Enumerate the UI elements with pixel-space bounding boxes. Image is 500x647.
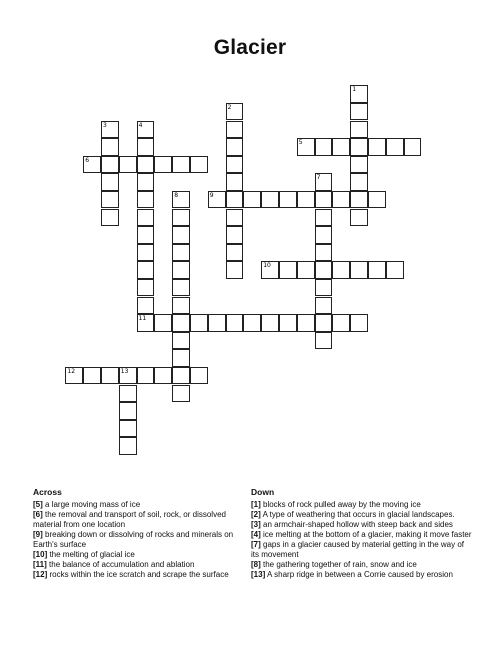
clue-item bbox=[251, 500, 473, 510]
grid-cell[interactable] bbox=[386, 261, 404, 279]
grid-cell[interactable] bbox=[350, 103, 368, 121]
clue-item bbox=[33, 510, 248, 530]
clue-text: the balance of accumulation and ablation bbox=[46, 560, 195, 569]
grid-cell[interactable] bbox=[190, 367, 208, 385]
clue-number-label: [12] bbox=[33, 570, 48, 579]
grid-cell[interactable] bbox=[119, 156, 137, 174]
clue-item bbox=[251, 560, 473, 570]
grid-cell[interactable] bbox=[297, 261, 315, 279]
grid-cell[interactable] bbox=[279, 314, 297, 332]
grid-cell[interactable] bbox=[350, 138, 368, 156]
grid-cell[interactable] bbox=[350, 314, 368, 332]
grid-cell[interactable] bbox=[315, 226, 333, 244]
down-heading: Down bbox=[251, 487, 275, 497]
grid-cell[interactable] bbox=[350, 121, 368, 139]
grid-cell[interactable] bbox=[226, 209, 244, 227]
grid-cell[interactable] bbox=[261, 191, 279, 209]
clue-number-label: [8] bbox=[251, 560, 261, 569]
clue-item bbox=[251, 520, 473, 530]
grid-cell[interactable] bbox=[172, 314, 190, 332]
grid-cell[interactable] bbox=[404, 138, 422, 156]
grid-cell[interactable] bbox=[368, 191, 386, 209]
grid-cell[interactable] bbox=[297, 314, 315, 332]
across-clue-list bbox=[33, 500, 248, 580]
grid-cell[interactable] bbox=[137, 226, 155, 244]
grid-cell[interactable] bbox=[315, 173, 333, 191]
clue-number-label: [5] bbox=[33, 500, 43, 509]
clue-item bbox=[251, 530, 473, 540]
clue-number: 7 bbox=[316, 174, 321, 182]
grid-cell[interactable] bbox=[101, 367, 119, 385]
grid-cell[interactable] bbox=[261, 314, 279, 332]
grid-cell[interactable] bbox=[154, 314, 172, 332]
clue-number: 1 bbox=[352, 86, 357, 94]
grid-cell[interactable] bbox=[137, 297, 155, 315]
clue-number: 4 bbox=[138, 121, 143, 129]
grid-cell[interactable] bbox=[368, 261, 386, 279]
grid-cell[interactable] bbox=[297, 191, 315, 209]
grid-cell[interactable] bbox=[119, 385, 137, 403]
grid-cell[interactable] bbox=[172, 279, 190, 297]
grid-cell[interactable] bbox=[350, 85, 368, 103]
grid-cell[interactable] bbox=[315, 191, 333, 209]
grid-cell[interactable] bbox=[226, 244, 244, 262]
clue-number: 6 bbox=[85, 156, 90, 164]
grid-cell[interactable] bbox=[226, 314, 244, 332]
grid-cell[interactable] bbox=[101, 138, 119, 156]
clue-number-label: [7] bbox=[251, 540, 261, 549]
grid-cell[interactable] bbox=[101, 173, 119, 191]
clue-number: 12 bbox=[67, 367, 76, 375]
clue-item bbox=[33, 550, 248, 560]
grid-cell[interactable] bbox=[208, 314, 226, 332]
clue-text: A type of weathering that occurs in glacial landscapes. bbox=[260, 510, 455, 519]
clue-number: 5 bbox=[298, 139, 303, 147]
down-clue-list bbox=[251, 500, 473, 580]
grid-cell[interactable] bbox=[172, 209, 190, 227]
grid-cell[interactable] bbox=[315, 244, 333, 262]
grid-cell[interactable] bbox=[350, 173, 368, 191]
across-clues bbox=[33, 487, 248, 580]
grid-cell[interactable] bbox=[332, 261, 350, 279]
grid-cell[interactable] bbox=[137, 279, 155, 297]
clue-number-label: [3] bbox=[251, 520, 261, 529]
grid-cell[interactable] bbox=[315, 209, 333, 227]
grid-cell[interactable] bbox=[172, 226, 190, 244]
grid-cell[interactable] bbox=[226, 173, 244, 191]
clue-item bbox=[33, 500, 248, 510]
grid-cell[interactable] bbox=[190, 314, 208, 332]
grid-cell[interactable] bbox=[172, 349, 190, 367]
grid-cell[interactable] bbox=[119, 420, 137, 438]
clue-item bbox=[33, 560, 248, 570]
clue-text: a large moving mass of ice bbox=[42, 500, 141, 509]
grid-cell[interactable] bbox=[261, 261, 279, 279]
grid-cell[interactable] bbox=[137, 367, 155, 385]
grid-cell[interactable] bbox=[137, 209, 155, 227]
grid-cell[interactable] bbox=[137, 156, 155, 174]
clue-text: blocks of rock pulled away by the moving ice bbox=[260, 500, 421, 509]
grid-cell[interactable] bbox=[315, 279, 333, 297]
grid-cell[interactable] bbox=[119, 402, 137, 420]
grid-cell[interactable] bbox=[315, 332, 333, 350]
grid-cell[interactable] bbox=[101, 209, 119, 227]
clue-item bbox=[251, 510, 473, 520]
clue-text: gaps in a glacier caused by material getting in the way of its movement bbox=[251, 540, 465, 559]
clue-text: rocks within the ice scratch and scrape the surface bbox=[47, 570, 229, 579]
clue-text: the gathering together of rain, snow and ice bbox=[260, 560, 417, 569]
grid-cell[interactable] bbox=[279, 191, 297, 209]
clue-number: 13 bbox=[120, 367, 129, 375]
grid-cell[interactable] bbox=[226, 121, 244, 139]
clue-number: 2 bbox=[227, 103, 232, 111]
clue-text: ice melting at the bottom of a glacier, making it move faster bbox=[260, 530, 472, 539]
grid-cell[interactable] bbox=[154, 156, 172, 174]
clue-text: an armchair-shaped hollow with steep back and sides bbox=[260, 520, 453, 529]
clue-item bbox=[33, 530, 248, 550]
grid-cell[interactable] bbox=[101, 121, 119, 139]
grid-cell[interactable] bbox=[226, 156, 244, 174]
clue-number-label: [11] bbox=[33, 560, 47, 569]
grid-cell[interactable] bbox=[137, 244, 155, 262]
grid-cell[interactable] bbox=[350, 261, 368, 279]
grid-cell[interactable] bbox=[137, 138, 155, 156]
grid-cell[interactable] bbox=[386, 138, 404, 156]
clue-number: 8 bbox=[174, 191, 179, 199]
clue-number: 3 bbox=[103, 121, 107, 129]
clue-number-label: [9] bbox=[33, 530, 43, 539]
grid-cell[interactable] bbox=[172, 385, 190, 403]
grid-cell[interactable] bbox=[172, 191, 190, 209]
clue-number-label: [2] bbox=[251, 510, 261, 519]
grid-cell[interactable] bbox=[83, 367, 101, 385]
clue-text: the melting of glacial ice bbox=[47, 550, 135, 559]
clue-number: 10 bbox=[263, 262, 271, 270]
down-clues bbox=[251, 487, 473, 580]
grid-cell[interactable] bbox=[350, 209, 368, 227]
clue-text: the removal and transport of soil, rock, or dissolved material from one location bbox=[33, 510, 226, 529]
grid-cell[interactable] bbox=[350, 191, 368, 209]
grid-cell[interactable] bbox=[172, 332, 190, 350]
grid-cell[interactable] bbox=[190, 156, 208, 174]
grid-cell[interactable] bbox=[137, 121, 155, 139]
grid-cell[interactable] bbox=[101, 191, 119, 209]
grid-cell[interactable] bbox=[368, 138, 386, 156]
grid-cell[interactable] bbox=[226, 138, 244, 156]
grid-cell[interactable] bbox=[315, 261, 333, 279]
puzzle-title: Glacier bbox=[213, 36, 287, 59]
grid-cell[interactable] bbox=[172, 244, 190, 262]
clue-number-label: [4] bbox=[251, 530, 261, 539]
grid-cell[interactable] bbox=[332, 314, 350, 332]
grid-cell[interactable] bbox=[137, 261, 155, 279]
grid-cell[interactable] bbox=[315, 297, 333, 315]
grid-cell[interactable] bbox=[315, 314, 333, 332]
grid-cell[interactable] bbox=[226, 261, 244, 279]
grid-cell[interactable] bbox=[226, 103, 244, 121]
grid-cell[interactable] bbox=[243, 191, 261, 209]
grid-cell[interactable] bbox=[332, 138, 350, 156]
clue-number: 11 bbox=[138, 315, 147, 323]
grid-cell[interactable] bbox=[119, 437, 137, 455]
grid-cell[interactable] bbox=[315, 138, 333, 156]
grid-cell[interactable] bbox=[154, 367, 172, 385]
clue-number-label: [6] bbox=[33, 510, 43, 519]
grid-cell[interactable] bbox=[119, 367, 137, 385]
clue-text: breaking down or dissolving of rocks and minerals on Earth's surface bbox=[33, 530, 234, 549]
clue-item bbox=[251, 570, 473, 580]
grid-cell[interactable] bbox=[172, 156, 190, 174]
grid-cell[interactable] bbox=[297, 138, 315, 156]
clue-number: 9 bbox=[209, 191, 214, 199]
grid-cell[interactable] bbox=[172, 261, 190, 279]
clue-number-label: [13] bbox=[251, 570, 266, 579]
grid-cell[interactable] bbox=[65, 367, 83, 385]
clue-number-label: [10] bbox=[33, 550, 48, 559]
clue-item bbox=[33, 570, 248, 580]
clue-text: A sharp ridge in between a Corrie caused by erosion bbox=[265, 570, 453, 579]
grid-cell[interactable] bbox=[332, 191, 350, 209]
across-heading: Across bbox=[33, 487, 62, 497]
grid-cell[interactable] bbox=[172, 367, 190, 385]
grid-cell[interactable] bbox=[83, 156, 101, 174]
clue-item bbox=[251, 540, 473, 560]
grid-cell[interactable] bbox=[243, 314, 261, 332]
grid-cell[interactable] bbox=[208, 191, 226, 209]
grid-cell[interactable] bbox=[137, 173, 155, 191]
grid-cell[interactable] bbox=[226, 191, 244, 209]
grid-cell[interactable] bbox=[350, 156, 368, 174]
grid-cell[interactable] bbox=[137, 314, 155, 332]
grid-cell[interactable] bbox=[137, 191, 155, 209]
grid-cell[interactable] bbox=[279, 261, 297, 279]
grid-cell[interactable] bbox=[172, 297, 190, 315]
grid-cell[interactable] bbox=[101, 156, 119, 174]
clue-number-label: [1] bbox=[251, 500, 261, 509]
grid-cell[interactable] bbox=[226, 226, 244, 244]
